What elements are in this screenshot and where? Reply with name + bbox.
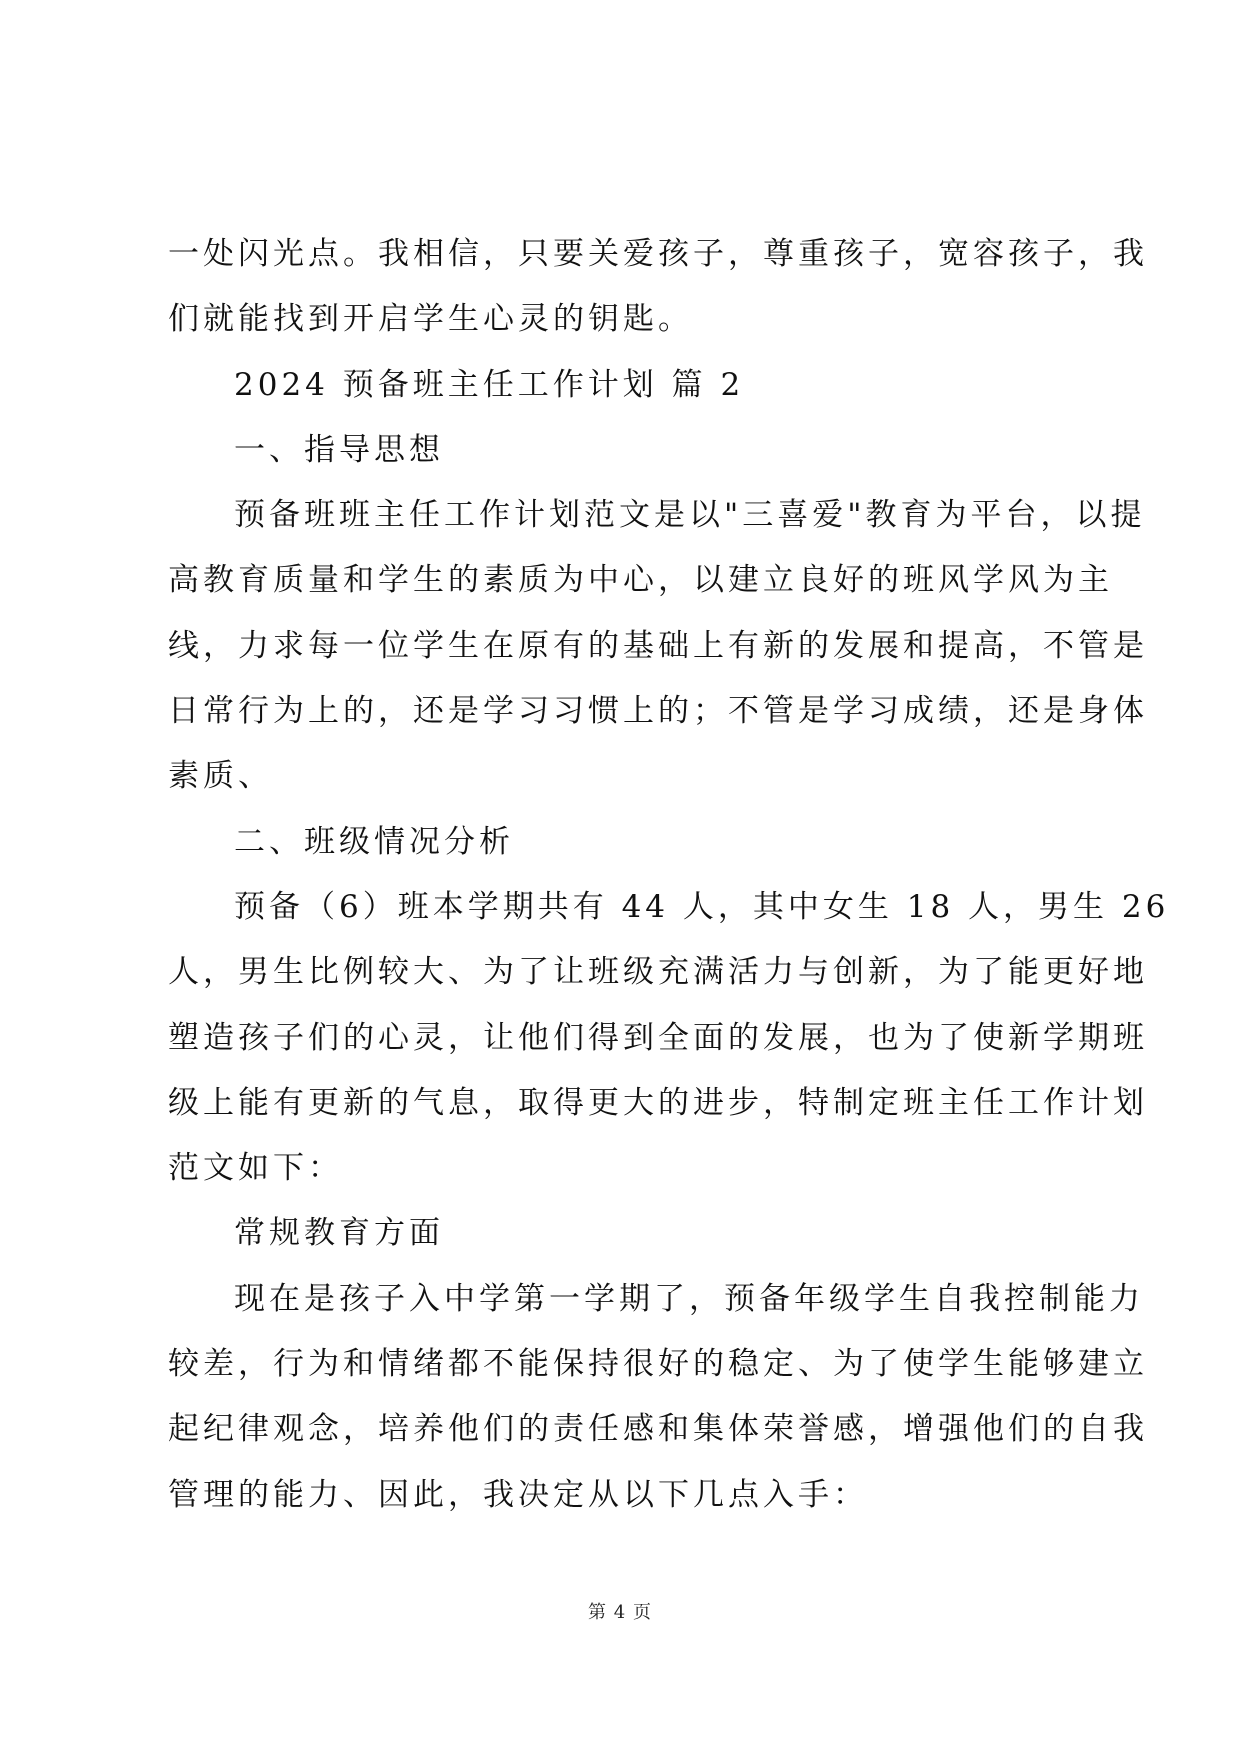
section-heading: 常规教育方面 [234,1215,444,1252]
body-text-line: 线，力求每一位学生在原有的基础上有新的发展和提高，不管是 [168,627,1148,664]
body-text-line: 日常行为上的，还是学习习惯上的；不管是学习成绩，还是身体 [168,693,1148,730]
body-text-line: 范文如下： [168,1150,343,1187]
body-text-line: 较差，行为和情绪都不能保持很好的稳定、为了使学生能够建立 [168,1346,1148,1383]
body-text-line: 素质、 [168,758,273,795]
page-number: 第 4 页 [588,1602,652,1623]
body-text-line: 塑造孩子们的心灵，让他们得到全面的发展，也为了使新学期班 [168,1019,1148,1056]
body-text-line: 一处闪光点。我相信，只要关爱孩子，尊重孩子，宽容孩子，我 [168,236,1148,272]
body-text-line: 们就能找到开启学生心灵的钥匙。 [168,301,693,338]
body-text-line: 起纪律观念，培养他们的责任感和集体荣誉感，增强他们的自我 [168,1411,1148,1448]
body-text-line: 管理的能力、因此，我决定从以下几点入手： [168,1476,868,1513]
section-heading: 一、指导思想 [234,431,444,468]
body-text-line: 人，男生比例较大、为了让班级充满活力与创新，为了能更好地 [168,954,1148,991]
section-title: 2024 预备班主任工作计划 篇 2 [234,366,745,403]
body-text-line: 高教育质量和学生的素质为中心，以建立良好的班风学风为主 [168,562,1113,599]
body-text-line: 现在是孩子入中学第一学期了，预备年级学生自我控制能力 [234,1280,1144,1317]
body-text-line: 预备班班主任工作计划范文是以"三喜爱"教育为平台，以提 [234,497,1146,534]
body-text-line: 级上能有更新的气息，取得更大的进步，特制定班主任工作计划 [168,1084,1148,1121]
document-body [168,222,1170,1528]
section-heading: 二、班级情况分析 [234,823,514,860]
body-text-line: 预备（6）班本学期共有 44 人，其中女生 18 人，男生 26 [234,888,1170,925]
